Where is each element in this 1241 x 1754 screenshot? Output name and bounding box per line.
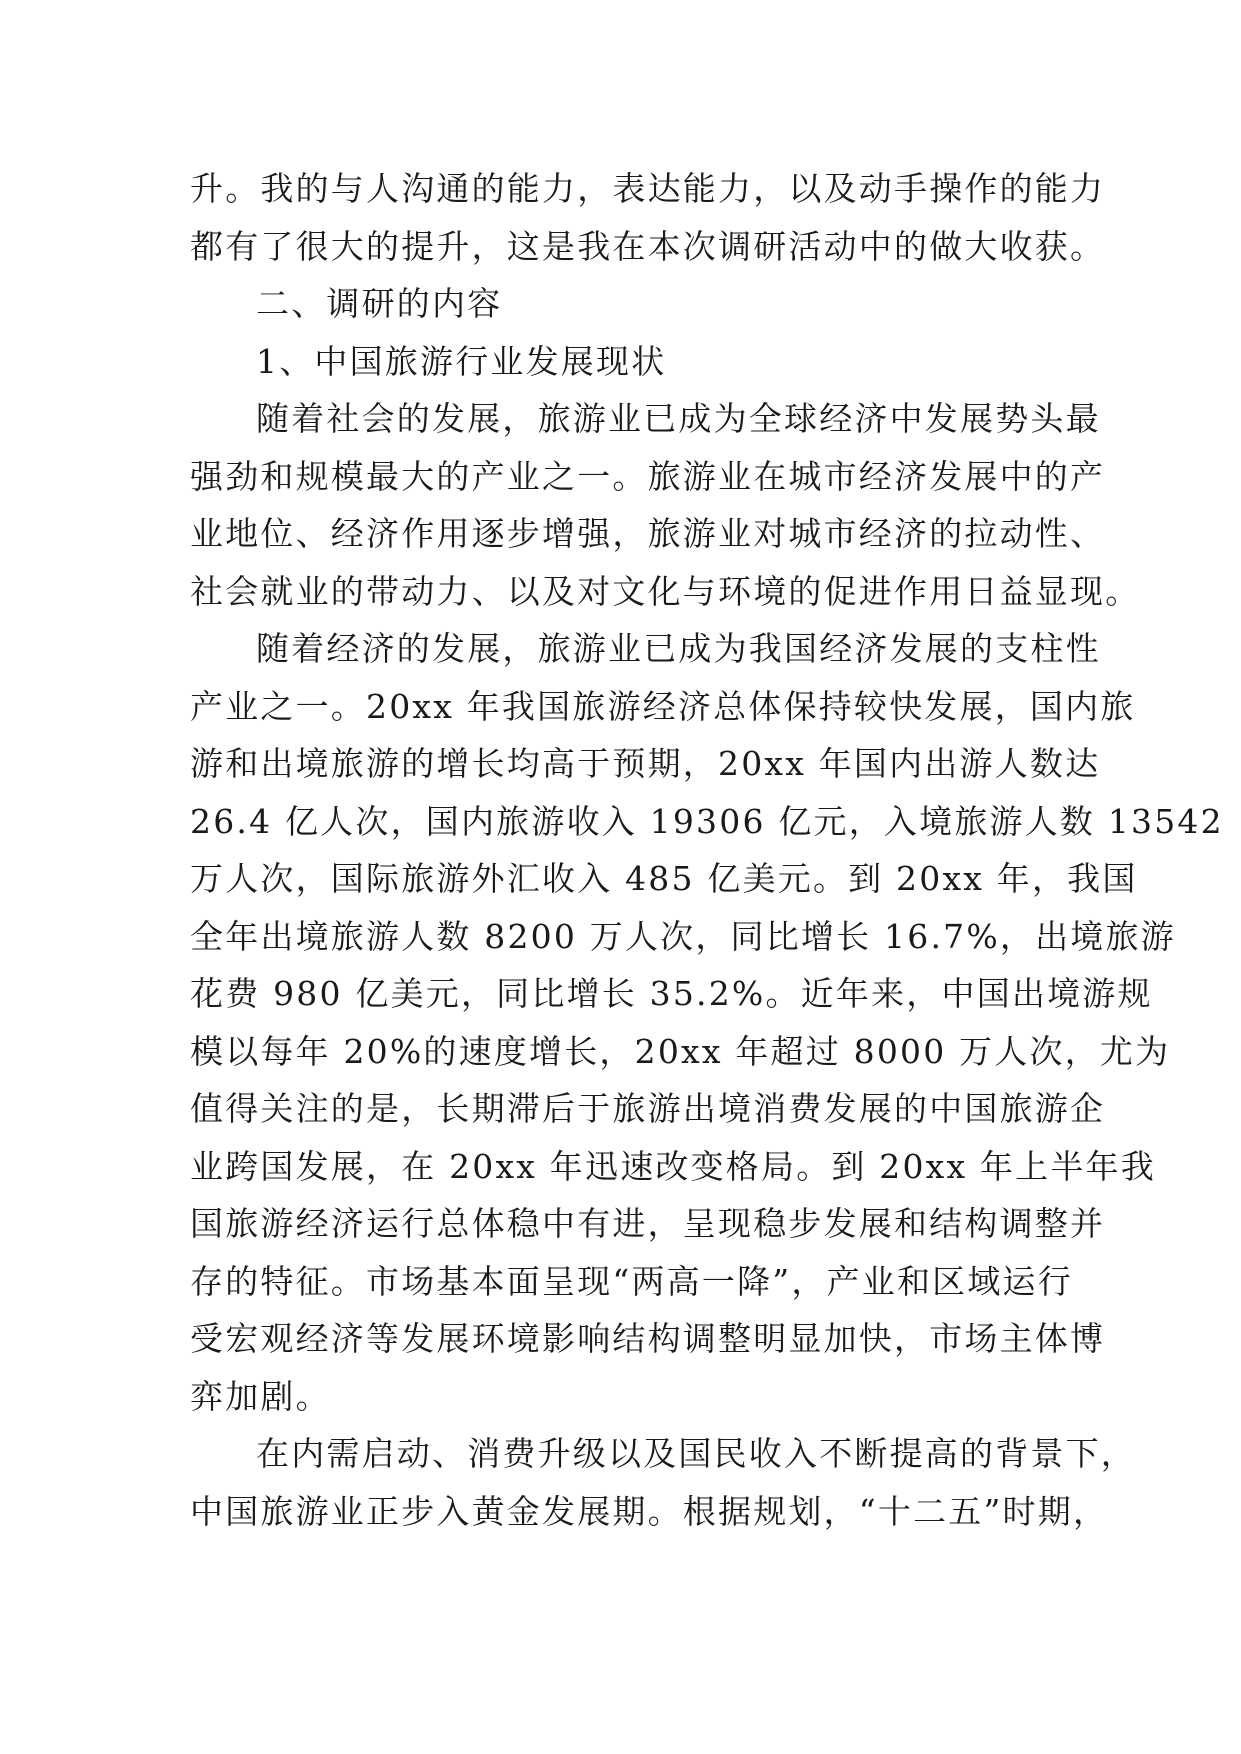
text-line: 26.4 亿人次，国内旅游收入 19306 亿元，入境旅游人数 13542 — [190, 801, 1224, 841]
text-line: 全年出境旅游人数 8200 万人次，同比增长 16.7%，出境旅游 — [190, 916, 1176, 956]
text-line: 存的特征。市场基本面呈现“两高一降”，产业和区域运行 — [190, 1261, 1073, 1301]
text-line: 产业之一。20xx 年我国旅游经济总体保持较快发展，国内旅 — [190, 686, 1136, 726]
text-line: 业地位、经济作用逐步增强，旅游业对城市经济的拉动性、 — [190, 514, 1106, 553]
text-line: 万人次，国际旅游外汇收入 485 亿美元。到 20xx 年，我国 — [190, 859, 1138, 898]
text-line: 中国旅游业正步入黄金发展期。根据规划，“十二五”时期， — [190, 1491, 1109, 1531]
text-line: 花费 980 亿美元，同比增长 35.2%。近年来，中国出境游规 — [190, 974, 1153, 1013]
text-line: 值得关注的是，长期滞后于旅游出境消费发展的中国旅游企 — [190, 1089, 1106, 1128]
paragraph-start-line: 在内需启动、消费升级以及国民收入不断提高的背景下， — [256, 1434, 1136, 1473]
text-line: 社会就业的带动力、以及对文化与环境的促进作用日益显现。 — [190, 571, 1141, 611]
text-line: 强劲和规模最大的产业之一。旅游业在城市经济发展中的产 — [190, 456, 1106, 496]
text-line: 国旅游经济运行总体稳中有进，呈现稳步发展和结构调整并 — [190, 1204, 1106, 1243]
document-body — [190, 160, 1224, 1540]
text-line: 都有了很大的提升，这是我在本次调研活动中的做大收获。 — [190, 226, 1106, 266]
paragraph-start-line: 随着社会的发展，旅游业已成为全球经济中发展势头最 — [256, 399, 1101, 438]
subsection-heading: 1、中国旅游行业发展现状 — [256, 341, 667, 381]
text-line: 业跨国发展，在 20xx 年迅速改变格局。到 20xx 年上半年我 — [190, 1146, 1156, 1186]
text-line: 模以每年 20%的速度增长，20xx 年超过 8000 万人次，尤为 — [190, 1031, 1171, 1071]
paragraph-start-line: 随着经济的发展，旅游业已成为我国经济发展的支柱性 — [256, 629, 1101, 668]
text-line: 弈加剧。 — [190, 1376, 331, 1416]
text-line: 游和出境旅游的增长均高于预期，20xx 年国内出游人数达 — [190, 744, 1101, 783]
text-line: 受宏观经济等发展环境影响结构调整明显加快，市场主体博 — [190, 1319, 1106, 1358]
text-line: 升。我的与人沟通的能力，表达能力，以及动手操作的能力 — [190, 169, 1106, 208]
section-heading: 二、调研的内容 — [256, 284, 503, 323]
